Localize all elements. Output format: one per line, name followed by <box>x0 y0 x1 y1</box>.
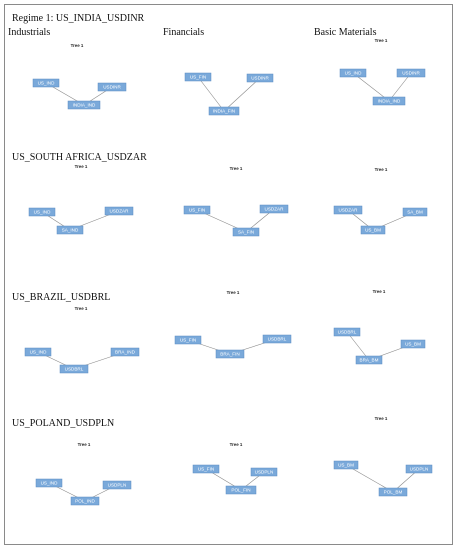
tree-node-label: USDINR <box>103 84 121 90</box>
tree-label: Tree 1 <box>74 306 88 311</box>
tree-edge <box>198 77 224 111</box>
tree-label: Tree 1 <box>70 43 84 48</box>
tree-node-label: US_IND <box>344 70 362 76</box>
tree-label: Tree 1 <box>374 416 388 421</box>
tree-node-label: BRA_FIN <box>220 351 240 357</box>
tree-panel-1 <box>185 73 273 115</box>
tree-node-label: USDPLN <box>107 482 127 488</box>
column-header-basic-materials: Basic Materials <box>314 27 377 38</box>
tree-node-label: US_IND <box>37 80 55 86</box>
tree-node-label: US_FIN <box>188 207 206 213</box>
tree-node-label: INDIA_IND <box>377 98 401 104</box>
tree-node-label: US_BM <box>365 227 381 233</box>
tree-label: Tree 1 <box>374 38 388 43</box>
tree-edge <box>224 78 260 111</box>
tree-panel-6 <box>25 306 139 373</box>
tree-label: Tree 1 <box>229 166 243 171</box>
tree-label: Tree 1 <box>74 164 88 169</box>
tree-node-label: SA_FIN <box>237 229 255 235</box>
tree-node-label: USDINR <box>402 70 420 76</box>
tree-panel-5 <box>334 167 427 234</box>
tree-node-label: US_IND <box>33 209 51 215</box>
row-header-brazil: US_BRAZIL_USDBRL <box>12 292 111 303</box>
tree-node-label: BRA_IND <box>115 349 135 355</box>
tree-node-label: POL_IND <box>75 498 95 504</box>
tree-node-label: US_BM <box>338 462 354 468</box>
tree-node-label: POL_FIN <box>231 487 251 493</box>
tree-node-label: US_FIN <box>189 74 207 80</box>
tree-node-label: INDIA_IND <box>72 102 96 108</box>
tree-node-label: US_IND <box>40 480 58 486</box>
tree-node-label: USDZAR <box>264 206 284 212</box>
tree-node-label: US_IND <box>29 349 47 355</box>
tree-node-label: USDBRL <box>64 366 84 372</box>
column-header-industrials: Industrials <box>8 27 51 38</box>
tree-panel-8 <box>334 289 425 364</box>
tree-node-label: USDPLN <box>254 469 274 475</box>
tree-node-label: USDINR <box>251 75 269 81</box>
tree-node-label: BRA_BM <box>359 357 379 363</box>
tree-panel-10 <box>193 442 277 494</box>
tree-panel-3 <box>29 164 133 234</box>
tree-label: Tree 1 <box>226 290 240 295</box>
tree-node-label: USDZAR <box>109 208 129 214</box>
tree-panel-11 <box>334 416 432 496</box>
tree-node-label: US_FIN <box>179 337 197 343</box>
tree-panel-2 <box>340 38 425 105</box>
row-header-south-africa: US_SOUTH AFRICA_USDZAR <box>12 152 147 163</box>
tree-node-label: SA_IND <box>61 227 79 233</box>
tree-node-label: SA_BM <box>407 209 423 215</box>
tree-node-label: INDIA_FIN <box>212 108 236 114</box>
tree-node-label: USDBRL <box>267 336 287 342</box>
tree-label: Tree 1 <box>77 442 91 447</box>
tree-label: Tree 1 <box>372 289 386 294</box>
tree-label: Tree 1 <box>374 167 388 172</box>
tree-node-label: POL_BM <box>383 489 403 495</box>
column-header-financials: Financials <box>163 27 205 38</box>
figure-title: Regime 1: US_INDIA_USDINR <box>12 13 145 24</box>
tree-node-label: US_BM <box>405 341 421 347</box>
tree-panel-7 <box>175 290 291 358</box>
tree-node-label: USDPLN <box>409 466 429 472</box>
tree-node-label: US_FIN <box>197 466 215 472</box>
tree-label: Tree 1 <box>229 442 243 447</box>
tree-panel-0 <box>33 43 126 109</box>
tree-node-label: USDBRL <box>337 329 357 335</box>
tree-node-label: USDZAR <box>338 207 358 213</box>
tree-panel-9 <box>36 442 131 505</box>
tree-panel-4 <box>184 166 288 236</box>
row-header-poland: US_POLAND_USDPLN <box>12 418 115 429</box>
